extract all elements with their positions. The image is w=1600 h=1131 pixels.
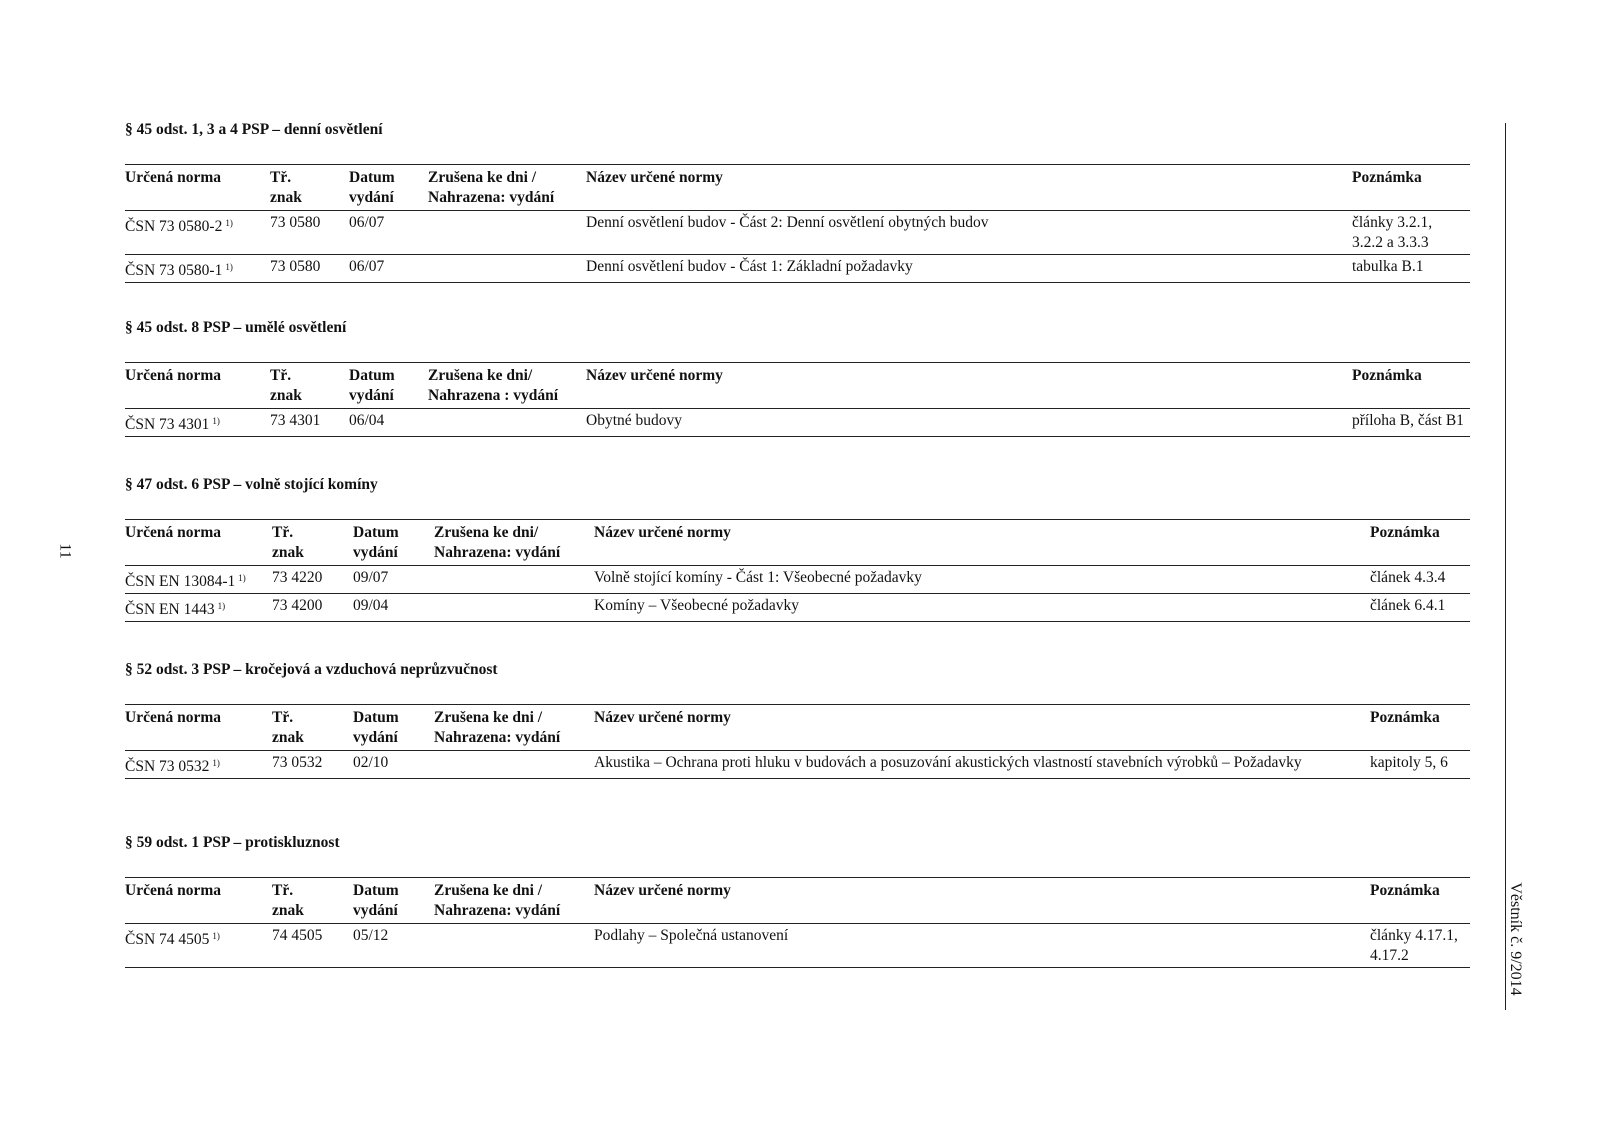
table-row [125, 566, 1470, 594]
header-trida: Tř. znak [270, 165, 349, 211]
footnote-mark: 1) [212, 416, 220, 426]
section-title: § 47 odst. 6 PSP – volně stojící komíny [125, 476, 378, 493]
header-datum: Datum vydání [349, 363, 428, 409]
header-norma: Určená norma [125, 520, 272, 566]
header-nazev: Název určené normy [594, 878, 1370, 924]
cell-trida: 73 0532 [272, 751, 353, 779]
header-datum: Datum vydání [353, 705, 434, 751]
footnote-mark: 1) [217, 601, 226, 611]
header-datum: Datum vydání [353, 878, 434, 924]
page-number: 11 [56, 543, 74, 559]
table-row [125, 409, 1470, 437]
cell-zrusena [428, 255, 586, 283]
cell-nazev: Denní osvětlení budov - Část 1: Základní požadavky [586, 255, 1352, 283]
cell-nazev: Volně stojící komíny - Část 1: Všeobecné požadavky [594, 566, 1370, 594]
table-header-row [125, 165, 1470, 211]
section-title: § 45 odst. 8 PSP – umělé osvětlení [125, 319, 347, 336]
footnote-mark: 1) [212, 931, 220, 941]
cell-datum: 06/07 [349, 255, 428, 283]
header-zrusena: Zrušena ke dni/ Nahrazena : vydání [428, 363, 586, 409]
header-zrusena: Zrušena ke dni/ Nahrazena: vydání [434, 520, 594, 566]
header-nazev: Název určené normy [586, 165, 1352, 211]
cell-datum: 09/04 [353, 594, 434, 622]
table-row [125, 255, 1470, 283]
cell-datum: 06/07 [349, 211, 428, 255]
header-poznamka: Poznámka [1370, 520, 1470, 566]
norm-table [125, 362, 1470, 437]
header-norma: Určená norma [125, 878, 272, 924]
header-zrusena: Zrušena ke dni / Nahrazena: vydání [434, 705, 594, 751]
footnote-mark: 1) [212, 758, 220, 768]
table-row [125, 594, 1470, 622]
header-nazev: Název určené normy [594, 705, 1370, 751]
header-poznamka: Poznámka [1352, 363, 1470, 409]
cell-zrusena [434, 751, 594, 779]
cell-poznamka: tabulka B.1 [1352, 255, 1470, 283]
cell-poznamka: příloha B, část B1 [1352, 409, 1470, 437]
norm-table [125, 877, 1470, 968]
journal-label: Věstník č. 9/2014 [1507, 882, 1524, 996]
cell-nazev: Komíny – Všeobecné požadavky [594, 594, 1370, 622]
table-header-row [125, 705, 1470, 751]
cell-norma: ČSN EN 1443 $^{1)}$ [125, 594, 272, 622]
cell-norma: ČSN 73 0580-1 $^{1)}$ [125, 255, 270, 283]
cell-norma: ČSN 73 0580-2 $^{1)}$ [125, 211, 270, 255]
header-trida: Tř. znak [272, 705, 353, 751]
footnote-mark: 1) [238, 573, 246, 583]
cell-poznamka: článek 4.3.4 [1370, 566, 1470, 594]
cell-trida: 73 4301 [270, 409, 349, 437]
header-trida: Tř. znak [270, 363, 349, 409]
cell-trida: 73 0580 [270, 211, 349, 255]
header-trida: Tř. znak [272, 520, 353, 566]
table-header-row [125, 363, 1470, 409]
header-trida: Tř. znak [272, 878, 353, 924]
cell-poznamka: články 4.17.1, 4.17.2 [1370, 924, 1470, 968]
header-norma: Určená norma [125, 705, 272, 751]
cell-zrusena [434, 594, 594, 622]
cell-datum: 09/07 [353, 566, 434, 594]
cell-trida: 74 4505 [272, 924, 353, 968]
norm-table [125, 704, 1470, 779]
cell-norma: ČSN 73 4301 $^{1)}$ [125, 409, 270, 437]
cell-norma: ČSN 74 4505 $^{1)}$ [125, 924, 272, 968]
cell-norma: ČSN EN 13084-1 $^{1)}$ [125, 566, 272, 594]
table-header-row [125, 520, 1470, 566]
header-nazev: Název určené normy [594, 520, 1370, 566]
header-poznamka: Poznámka [1370, 705, 1470, 751]
cell-poznamka: článek 6.4.1 [1370, 594, 1470, 622]
cell-trida: 73 4200 [272, 594, 353, 622]
cell-poznamka: kapitoly 5, 6 [1370, 751, 1470, 779]
cell-zrusena [428, 211, 586, 255]
cell-datum: 02/10 [353, 751, 434, 779]
cell-nazev: Denní osvětlení budov - Část 2: Denní osvětlení obytných budov [586, 211, 1352, 255]
cell-poznamka: články 3.2.1, 3.2.2 a 3.3.3 [1352, 211, 1470, 255]
cell-nazev: Podlahy – Společná ustanovení [594, 924, 1370, 968]
cell-trida: 73 4220 [272, 566, 353, 594]
norm-table [125, 164, 1470, 283]
section-title: § 59 odst. 1 PSP – protiskluznost [125, 834, 340, 851]
table-row [125, 924, 1470, 968]
table-header-row [125, 878, 1470, 924]
footnote-mark: 1) [225, 218, 233, 228]
cell-nazev: Obytné budovy [586, 409, 1352, 437]
section-title: § 52 odst. 3 PSP – kročejová a vzduchová neprůzvučnost [125, 661, 498, 678]
norm-table [125, 519, 1470, 622]
footnote-mark: 1) [225, 262, 233, 272]
table-row [125, 211, 1470, 255]
header-datum: Datum vydání [349, 165, 428, 211]
header-datum: Datum vydání [353, 520, 434, 566]
cell-datum: 06/04 [349, 409, 428, 437]
cell-zrusena [434, 566, 594, 594]
header-poznamka: Poznámka [1352, 165, 1470, 211]
cell-trida: 73 0580 [270, 255, 349, 283]
header-norma: Určená norma [125, 165, 270, 211]
cell-datum: 05/12 [353, 924, 434, 968]
header-zrusena: Zrušena ke dni / Nahrazena: vydání [428, 165, 586, 211]
header-norma: Určená norma [125, 363, 270, 409]
table-row [125, 751, 1470, 779]
section-title: § 45 odst. 1, 3 a 4 PSP – denní osvětlení [125, 121, 383, 138]
cell-zrusena [434, 924, 594, 968]
cell-nazev: Akustika – Ochrana proti hluku v budovách a posuzování akustických vlastností stavebních výrobků – Požadavky [594, 751, 1370, 779]
header-poznamka: Poznámka [1370, 878, 1470, 924]
header-nazev: Název určené normy [586, 363, 1352, 409]
cell-norma: ČSN 73 0532 $^{1)}$ [125, 751, 272, 779]
cell-zrusena [428, 409, 586, 437]
header-zrusena: Zrušena ke dni / Nahrazena: vydání [434, 878, 594, 924]
